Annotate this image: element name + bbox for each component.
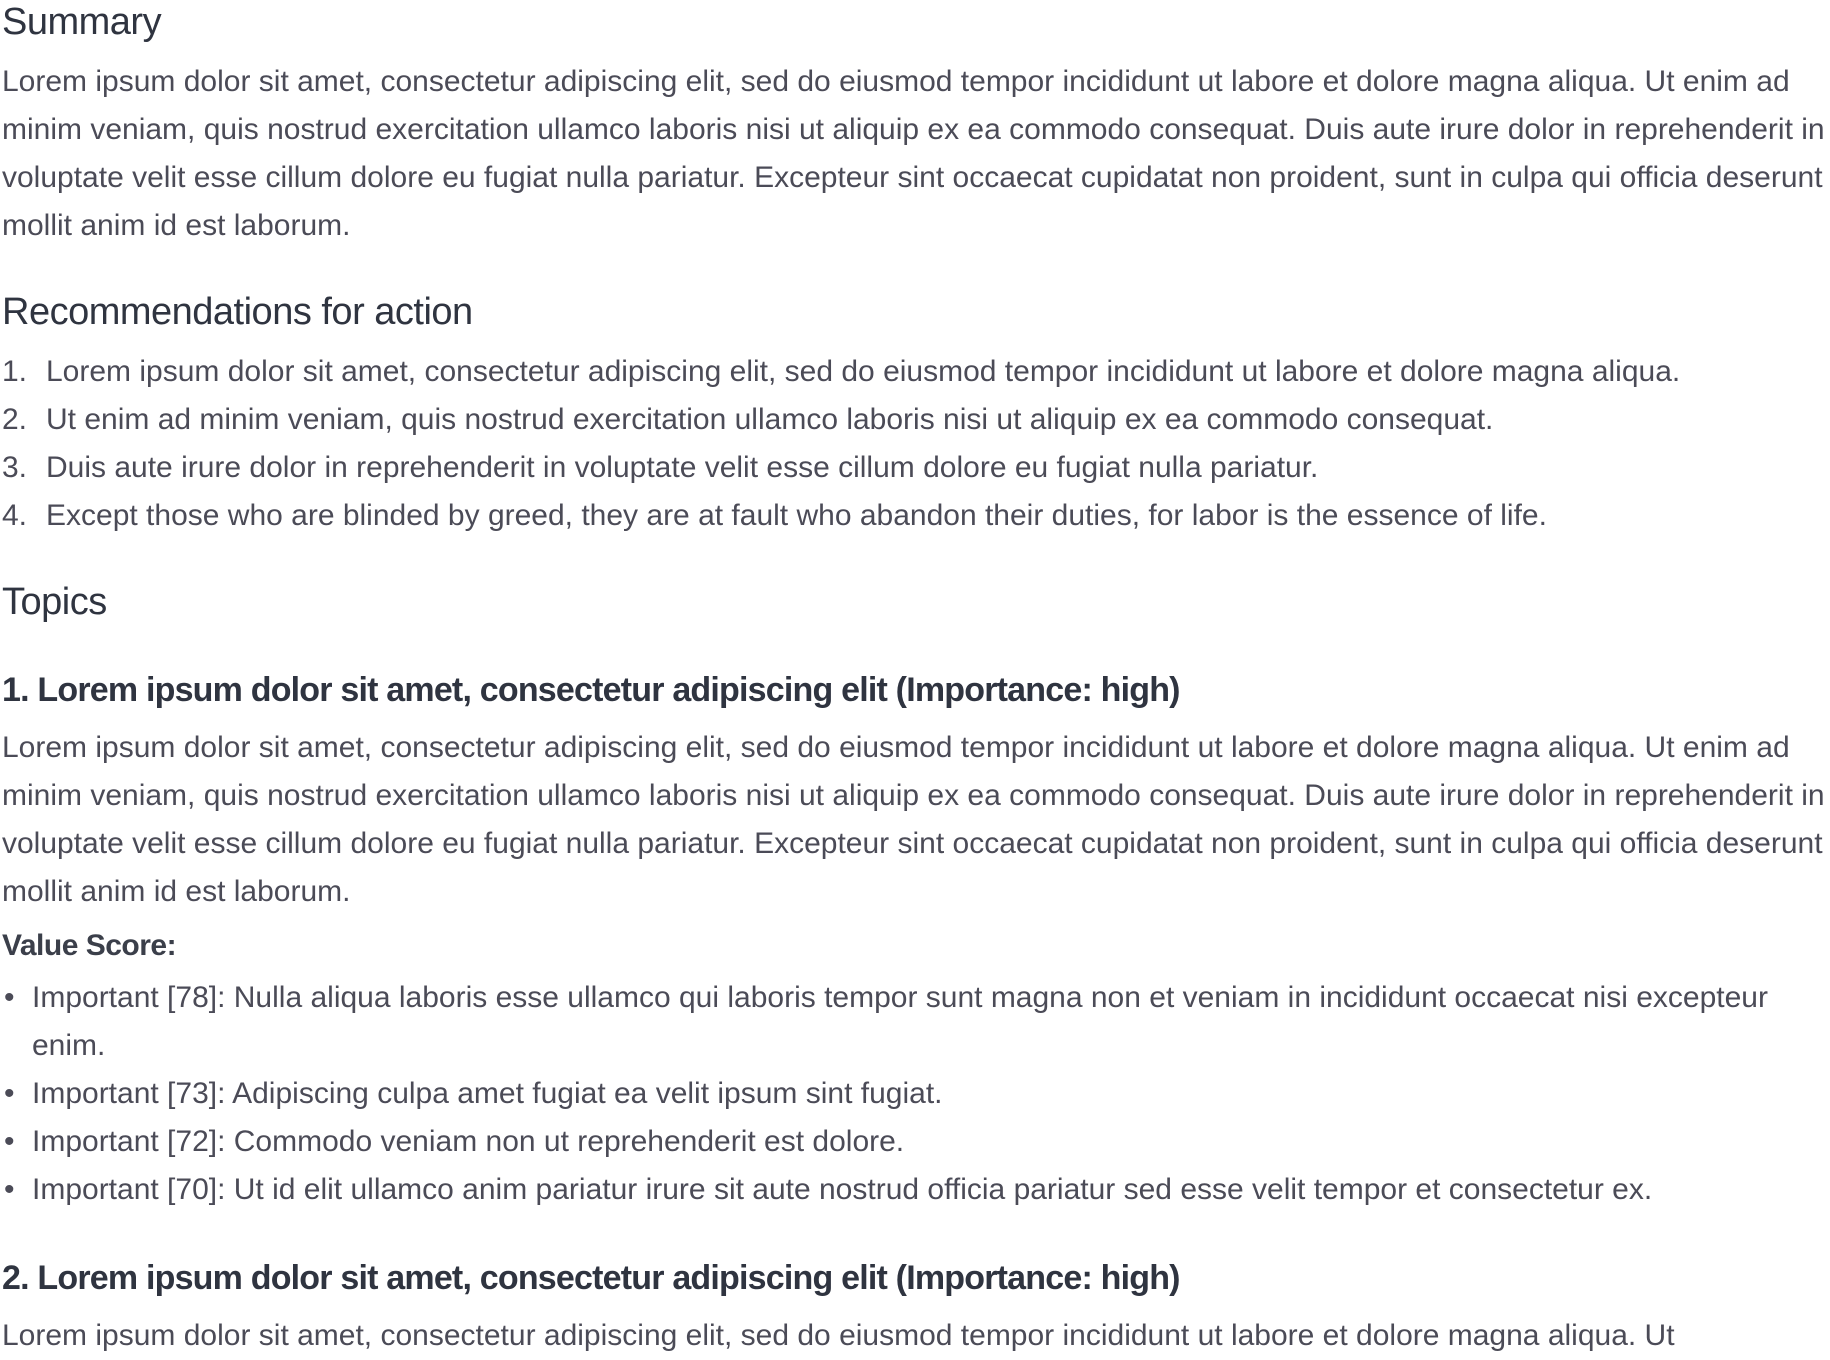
recommendation-item [2, 444, 1828, 492]
recommendation-text: Lorem ipsum dolor sit amet, consectetur adipiscing elit, sed do eiusmod tempor incididunt ut labore et dolore magna aliqua. [46, 355, 1681, 388]
value-score-label: Value Score: [2, 929, 177, 962]
summary-heading: Summary [2, 1, 162, 43]
summary-paragraph: Lorem ipsum dolor sit amet, consectetur adipiscing elit, sed do eiusmod tempor incididunt ut labore et dolore magna aliqua. Ut enim ad minim veniam, quis nostrud exercitation ullamco laboris nisi ut aliquip ex ea commodo consequat. Duis aute irure dolor in reprehenderit in voluptate velit esse cillum dolore eu fugiat nulla pariatur. Excepteur sint occaecat cupidatat non proident, sunt in culpa qui officia deserunt mollit anim id est laborum. [2, 65, 1825, 242]
recommendations-heading: Recommendations for action [2, 291, 473, 333]
topic-heading-2: 2. Lorem ipsum dolor sit amet, consectetur adipiscing elit (Importance: high) [2, 1259, 1180, 1297]
value-score-item: • Important [78]: Nulla aliqua laboris esse ullamco qui laboris tempor sunt magna non et veniam in incididunt occaecat nisi excepteur enim. [2, 974, 1828, 1070]
value-score-item: • Important [72]: Commodo veniam non ut reprehenderit est dolore. [2, 1118, 1828, 1166]
recommendation-item [2, 396, 1828, 444]
value-score-item: • Important [70]: Ut id elit ullamco anim pariatur irure sit aute nostrud officia pariatur sed esse velit tempor et consectetur ex. [2, 1166, 1828, 1214]
topics-heading: Topics [2, 581, 107, 623]
topic-paragraph-2: Lorem ipsum dolor sit amet, consectetur adipiscing elit, sed do eiusmod tempor incididunt ut labore et dolore magna aliqua. Ut [2, 1319, 1675, 1352]
recommendation-text: Except those who are blinded by greed, they are at fault who abandon their duties, for labor is the essence of life. [46, 499, 1547, 532]
recommendation-item [2, 492, 1828, 540]
recommendation-text: Ut enim ad minim veniam, quis nostrud exercitation ullamco laboris nisi ut aliquip ex ea commodo consequat. [46, 403, 1494, 436]
recommendations-list [2, 348, 1828, 540]
value-score-list [2, 974, 1828, 1214]
recommendation-number: 1. [2, 355, 28, 388]
recommendation-item [2, 348, 1828, 396]
topic-heading-1: 1. Lorem ipsum dolor sit amet, consectetur adipiscing elit (Importance: high) [2, 671, 1180, 709]
recommendation-number: 2. [2, 403, 28, 436]
recommendation-number: 3. [2, 451, 28, 484]
recommendation-number: 4. [2, 499, 28, 532]
topic-paragraph-1: Lorem ipsum dolor sit amet, consectetur adipiscing elit, sed do eiusmod tempor incididunt ut labore et dolore magna aliqua. Ut enim ad minim veniam, quis nostrud exercitation ullamco laboris nisi ut aliquip ex ea commodo consequat. Duis aute irure dolor in reprehenderit in voluptate velit esse cillum dolore eu fugiat nulla pariatur. Excepteur sint occaecat cupidatat non proident, sunt in culpa qui officia deserunt mollit anim id est laborum. [2, 731, 1825, 908]
recommendation-text: Duis aute irure dolor in reprehenderit in voluptate velit esse cillum dolore eu fugiat nulla pariatur. [46, 451, 1319, 484]
value-score-item: • Important [73]: Adipiscing culpa amet fugiat ea velit ipsum sint fugiat. [2, 1070, 1828, 1118]
